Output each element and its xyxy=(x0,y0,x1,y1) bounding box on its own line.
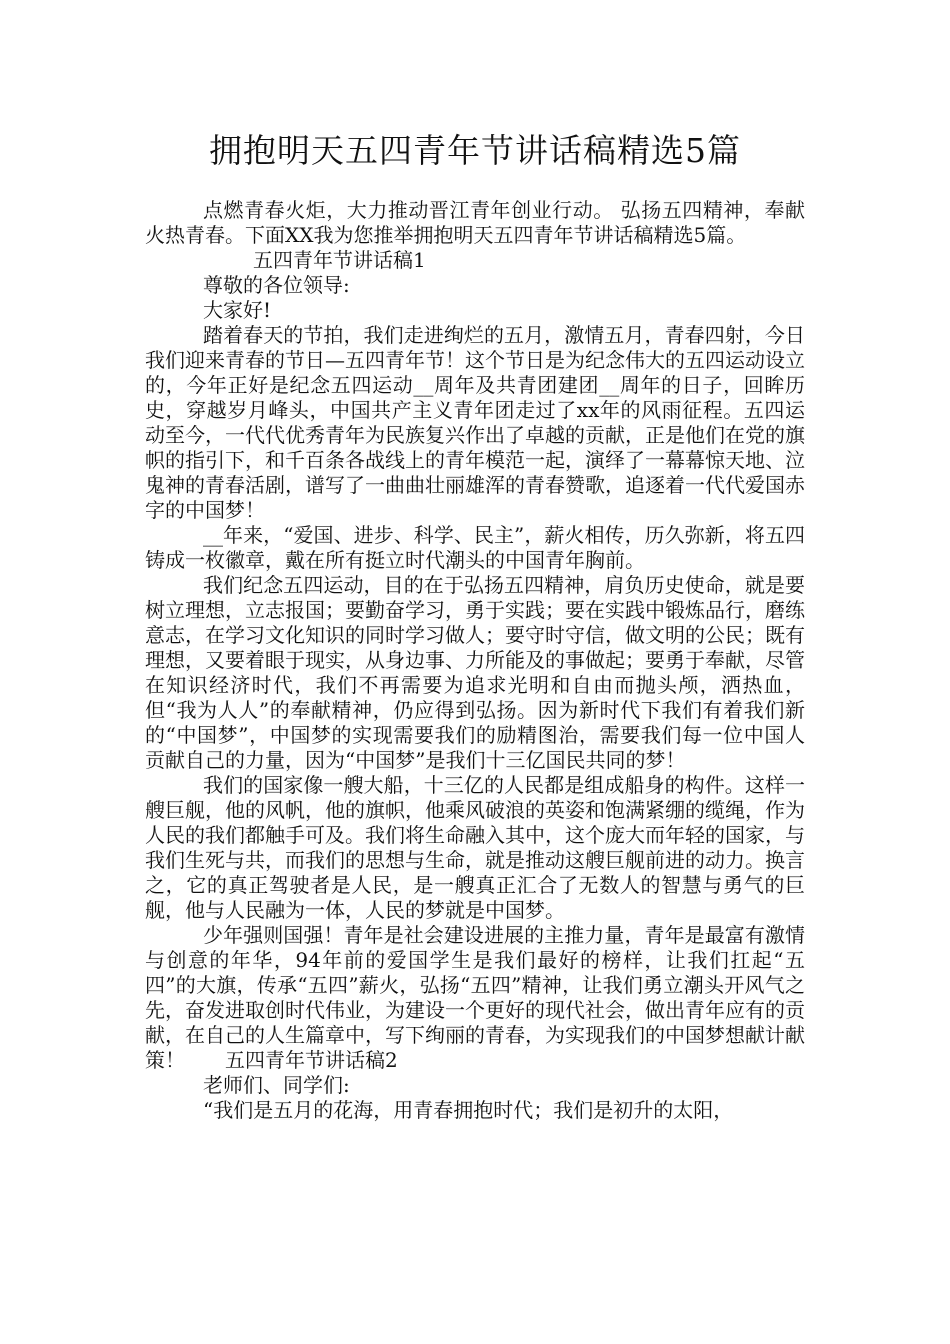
body-paragraph: 我们的国家像一艘大船，十三亿的人民都是组成船身的构件。这样一艘巨舰，他的风帆，他的旗帜，他乘风破浪的英姿和饱满紧绷的缆绳，作为人民的我们都触手可及。我们将生命融入其中，这个庞大而年轻的国家，与我们生死与共，而我们的思想与生命，就是推动这艘巨舰前进的动力。换言之，它的真正驾驶者是人民，是一艘真正汇合了无数人的智慧与勇气的巨舰，他与人民融为一体，人民的梦就是中国梦。 xyxy=(145,773,805,922)
document-title: 拥抱明天五四青年节讲话稿精选5篇 xyxy=(209,131,741,170)
greeting: 大家好! xyxy=(203,298,272,322)
body-paragraph: 我们纪念五四运动，目的在于弘扬五四精神，肩负历史使命，就是要树立理想，立志报国；要勤奋学习，勇于实践；要在实践中锻炼品行，磨练意志，在学习文化知识的同时学习做人；要守时守信，做文明的公民；既有理想，又要着眼于现实，从身边事、力所能及的事做起；要勇于奉献，尽管在知识经济时代，我们不再需要为追求光明和自由而抛头颅，洒热血，但“我为人人”的奉献精神，仍应得到弘扬。因为新时代下我们有着我们新的“中国梦”，中国梦的实现需要我们的励精图治，需要我们每一位中国人贡献自己的力量，因为“中国梦”是我们十三亿国民共同的梦！ xyxy=(145,573,805,772)
salutation: 尊敬的各位领导: xyxy=(203,273,350,297)
document-body xyxy=(145,198,805,1123)
salutation-2: 老师们、同学们: xyxy=(203,1073,350,1097)
body-paragraph: __年来，“爱国、进步、科学、民主”，薪火相传，历久弥新，将五四铸成一枚徽章，戴在所有挺立时代潮头的中国青年胸前。 xyxy=(145,523,805,572)
body-paragraph: 少年强则国强！青年是社会建设进展的主推力量，青年是最富有激情与创意的年华，94年前的爱国学生是我们最好的榜样，让我们扛起“五四”的大旗，传承“五四”薪火，弘扬“五四”精神，让我们勇立潮头开风气之先，奋发进取创时代伟业，为建设一个更好的现代社会，做出青年应有的贡献，在自己的人生篇章中，写下绚丽的青春，为实现我们的中国梦想献计献策！ 五四青年节讲话稿2 xyxy=(145,923,805,1072)
body-paragraph: 踏着春天的节拍，我们走进绚烂的五月，激情五月，青春四射，今日我们迎来青春的节日—五四青年节！这个节日是为纪念伟大的五四运动设立的，今年正好是纪念五四运动__周年及共青团建团__周年的日子，回眸历史，穿越岁月峰头，中国共产主义青年团走过了xx年的风雨征程。五四运动至今，一代代优秀青年为民族复兴作出了卓越的贡献，正是他们在党的旗帜的指引下，和千百条各战线上的青年模范一起，演绎了一幕幕惊天地、泣鬼神的青春活剧，谱写了一曲曲壮丽雄浑的青春赞歌，追逐着一代代爱国赤字的中国梦！ xyxy=(145,323,805,522)
body-paragraph-quote: “我们是五月的花海，用青春拥抱时代；我们是初升的太阳， xyxy=(203,1098,734,1122)
section-heading-1: 五四青年节讲话稿1 xyxy=(253,248,426,272)
intro-paragraph: 点燃青春火炬，大力推动晋江青年创业行动。 弘扬五四精神，奉献火热青春。下面XX我为您推举拥抱明天五四青年节讲话稿精选5篇。 xyxy=(145,198,805,247)
